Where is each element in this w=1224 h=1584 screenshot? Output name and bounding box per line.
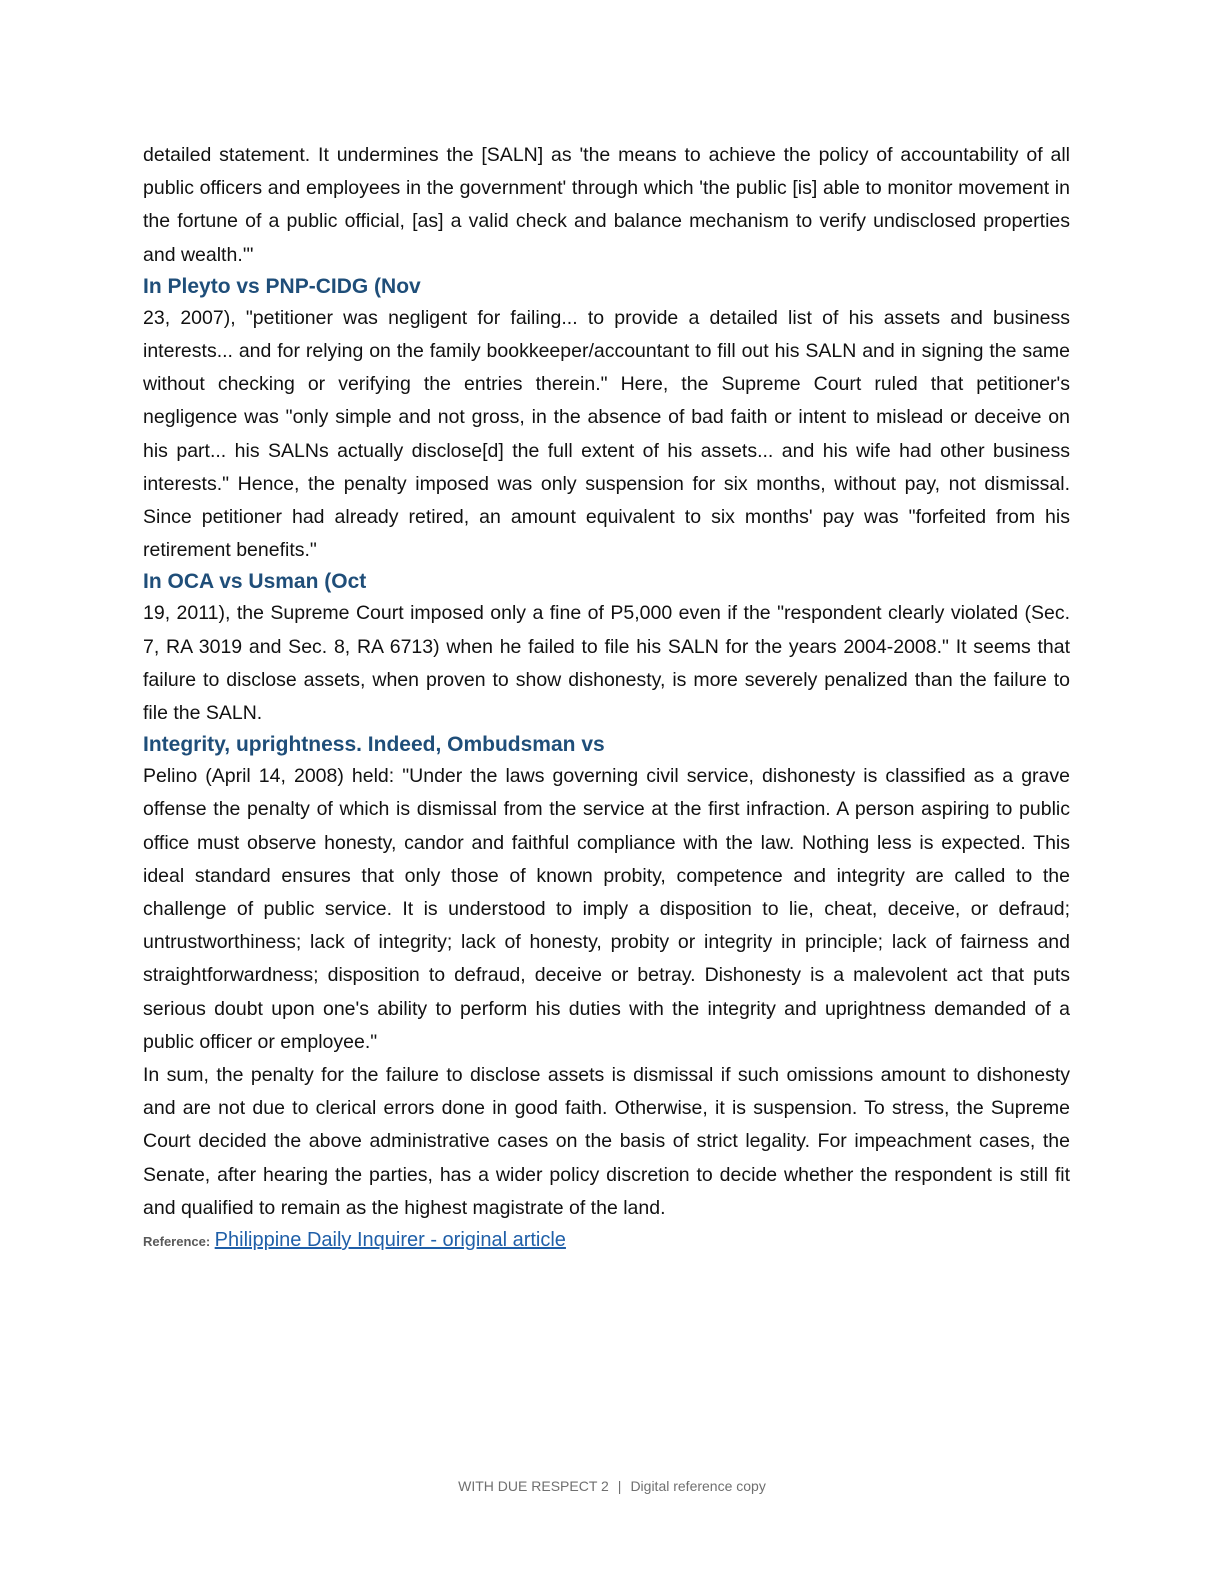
reference-link[interactable]: Philippine Daily Inquirer - original article	[214, 1229, 566, 1252]
reference-label: Reference:	[143, 1234, 211, 1250]
footer-subtitle: Digital reference copy	[630, 1478, 766, 1494]
footer-separator: |	[617, 1478, 622, 1494]
reference-line	[143, 1225, 1070, 1257]
pleyto-case-paragraph: 23, 2007), "petitioner was negligent for failing... to provide a detailed list of his assets and business interests... and for relying on the family bookkeeper/accountant to fill out his SALN and in signing the same without checking or verifying the entries therein." Here, the Supreme Court ruled that petitioner's negligence was "only simple and not gross, in the absence of bad faith or intent to mislead or deceive on his part... his SALNs actually disclose[d] the full extent of his assets... and his wife had other business interests." Hence, the penalty imposed was only suspension for six months, without pay, not dismissal. Since petitioner had already retired, an amount equivalent to six months' pay was "forfeited from his retirement benefits."	[143, 306, 1070, 562]
pelino-case-paragraph: Pelino (April 14, 2008) held: "Under the laws governing civil service, dishonesty is classified as a grave offense the penalty of which is dismissal from the service at the first infraction. A person aspiring to public office must observe honesty, candor and faithful compliance with the law. Nothing less is expected. This ideal standard ensures that only those of known probity, competence and integrity are called to the challenge of public service. It is understood to imply a disposition to lie, cheat, deceive, or defraud; untrustworthiness; lack of integrity; lack of honesty, probity or integrity in principle; lack of fairness and straightforwardness; disposition to defraud, deceive or betray. Dishonesty is a malevolent act that puts serious doubt upon one's ability to perform his duties with the integrity and uprightness demanded of a public officer or employee."	[143, 765, 1070, 1053]
heading-pleyto-case: In Pleyto vs PNP-CIDG (Nov	[143, 274, 421, 298]
heading-usman-case: In OCA vs Usman (Oct	[143, 570, 367, 594]
document-body	[143, 139, 1070, 1257]
usman-case-paragraph: 19, 2011), the Supreme Court imposed only a fine of P5,000 even if the "respondent clearly violated (Sec. 7, RA 3019 and Sec. 8, RA 6713) when he failed to file his SALN for the years 2004-2008." It seems that failure to disclose assets, when proven to show dishonesty, is more severely penalized than the failure to file the SALN.	[143, 602, 1070, 725]
summary-paragraph: In sum, the penalty for the failure to disclose assets is dismissal if such omissions amount to dishonesty and are not due to clerical errors done in good faith. Otherwise, it is suspension. To stress, the Supreme Court decided the above administrative cases on the basis of strict legality. For impeachment cases, the Senate, after hearing the parties, has a wider policy discretion to decide whether the respondent is still fit and qualified to remain as the highest magistrate of the land.	[143, 1064, 1070, 1219]
intro-paragraph: detailed statement. It undermines the [SALN] as 'the means to achieve the policy of accountability of all public officers and employees in the government' through which 'the public [is] able to monitor movement in the fortune of a public official, [as] a valid check and balance mechanism to verify undisclosed properties and wealth.'"	[143, 144, 1070, 266]
heading-integrity: Integrity, uprightness. Indeed, Ombudsman vs	[143, 733, 605, 757]
page-footer	[0, 1478, 1224, 1494]
footer-title: WITH DUE RESPECT 2	[458, 1478, 609, 1494]
